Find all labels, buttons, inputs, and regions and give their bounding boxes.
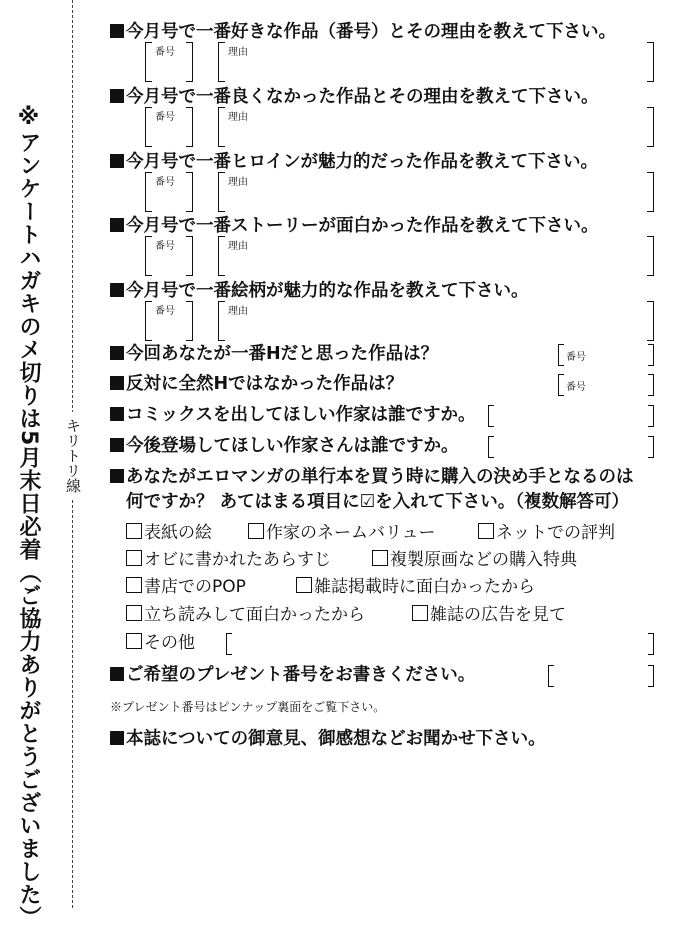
question-art-style-work: 今月号で一番絵柄が魅力的な作品を教えて下さい。 [110, 279, 529, 303]
checkbox-icon[interactable] [126, 577, 142, 593]
bullet-square-icon [110, 24, 124, 38]
option-obi-synopsis[interactable]: オビに書かれたあらすじ [126, 548, 331, 572]
answer-number-box[interactable]: 番号 [145, 107, 193, 145]
answer-reason-box[interactable]: 理由 [218, 301, 654, 339]
question-present-number: ご希望のプレゼント番号をお書きください。 [110, 663, 475, 687]
option-author-name[interactable]: 作家のネームバリュー [248, 521, 436, 545]
bullet-square-icon [110, 376, 124, 390]
bullet-square-icon [110, 731, 124, 745]
bullet-square-icon [110, 469, 124, 483]
deadline-note: ※アンケートハガキのメ切りは5月末日必着（ご協力ありがとうございました） [16, 105, 41, 929]
answer-number-box[interactable]: 番号 [558, 374, 654, 394]
bullet-square-icon [110, 438, 124, 452]
question-purchase-factor: あなたがエロマンガの単行本を買う時に購入の決め手となるのは [110, 465, 634, 489]
cut-line-label: キリトリ線 [60, 412, 86, 499]
question-wanted-author: 今後登場してほしい作家さんは誰ですか。 [110, 434, 459, 458]
question-worst-work: 今月号で一番良くなかった作品とその理由を教えて下さい。 [110, 85, 599, 109]
bullet-square-icon [110, 667, 124, 681]
checkbox-icon[interactable] [478, 523, 494, 539]
answer-reason-box[interactable]: 理由 [218, 107, 654, 145]
checkbox-icon[interactable] [126, 550, 142, 566]
bullet-square-icon [110, 218, 124, 232]
answer-number-box[interactable]: 番号 [145, 301, 193, 339]
bullet-square-icon [110, 89, 124, 103]
question-most-h-work: 今回あなたが一番Hだと思った作品は？ [110, 342, 438, 366]
option-store-pop[interactable]: 書店でのPOP [126, 575, 246, 599]
checkbox-icon[interactable] [126, 605, 142, 621]
option-other[interactable]: その他 [126, 631, 195, 655]
answer-reason-box[interactable]: 理由 [218, 42, 654, 80]
answer-number-box[interactable]: 番号 [558, 344, 654, 364]
bullet-square-icon [110, 154, 124, 168]
option-magazine-ad[interactable]: 雑誌の広告を見て [412, 603, 566, 627]
checkbox-icon[interactable] [412, 605, 428, 621]
option-magazine-serial[interactable]: 雑誌掲載時に面白かったから [296, 575, 535, 599]
option-purchase-bonus[interactable]: 複製原画などの購入特典 [372, 548, 577, 572]
question-heroine-work: 今月号で一番ヒロインが魅力的だった作品を教えて下さい。 [110, 150, 598, 174]
bullet-square-icon [110, 407, 124, 421]
answer-number-box[interactable]: 番号 [145, 172, 193, 210]
present-note: ※プレゼント番号はピンナップ裏面をご覧下さい。 [110, 700, 386, 714]
question-favorite-work: 今月号で一番好きな作品（番号）とその理由を教えて下さい。 [110, 20, 616, 44]
checkbox-icon[interactable] [296, 577, 312, 593]
question-opinion: 本誌についての御意見、御感想などお聞かせ下さい。 [110, 727, 546, 751]
answer-number-box[interactable]: 番号 [145, 42, 193, 80]
answer-author-box[interactable] [488, 405, 654, 425]
question-purchase-instruction: 何ですか？ あてはまる項目に☑を入れて下さい。（複数解答可） [126, 492, 630, 512]
question-story-work: 今月号で一番ストーリーが面白かった作品を教えて下さい。 [110, 214, 599, 238]
option-net-reputation[interactable]: ネットでの評判 [478, 521, 615, 545]
option-cover-art[interactable]: 表紙の絵 [126, 521, 212, 545]
answer-author-box[interactable] [488, 436, 654, 456]
answer-reason-box[interactable]: 理由 [218, 172, 654, 210]
checkbox-icon[interactable] [372, 550, 388, 566]
checkbox-icon[interactable] [126, 633, 142, 649]
option-browsing[interactable]: 立ち読みして面白かったから [126, 603, 365, 627]
answer-other-box[interactable] [226, 633, 654, 653]
bullet-square-icon [110, 283, 124, 297]
answer-present-box[interactable] [548, 665, 654, 685]
answer-number-box[interactable]: 番号 [145, 236, 193, 274]
bullet-square-icon [110, 346, 124, 360]
question-comics-author: コミックスを出してほしい作家は誰ですか。 [110, 403, 475, 427]
question-least-h-work: 反対に全然Hではなかった作品は？ [110, 372, 403, 396]
answer-reason-box[interactable]: 理由 [218, 236, 654, 274]
checkbox-icon[interactable] [126, 523, 142, 539]
checkbox-icon[interactable] [248, 523, 264, 539]
